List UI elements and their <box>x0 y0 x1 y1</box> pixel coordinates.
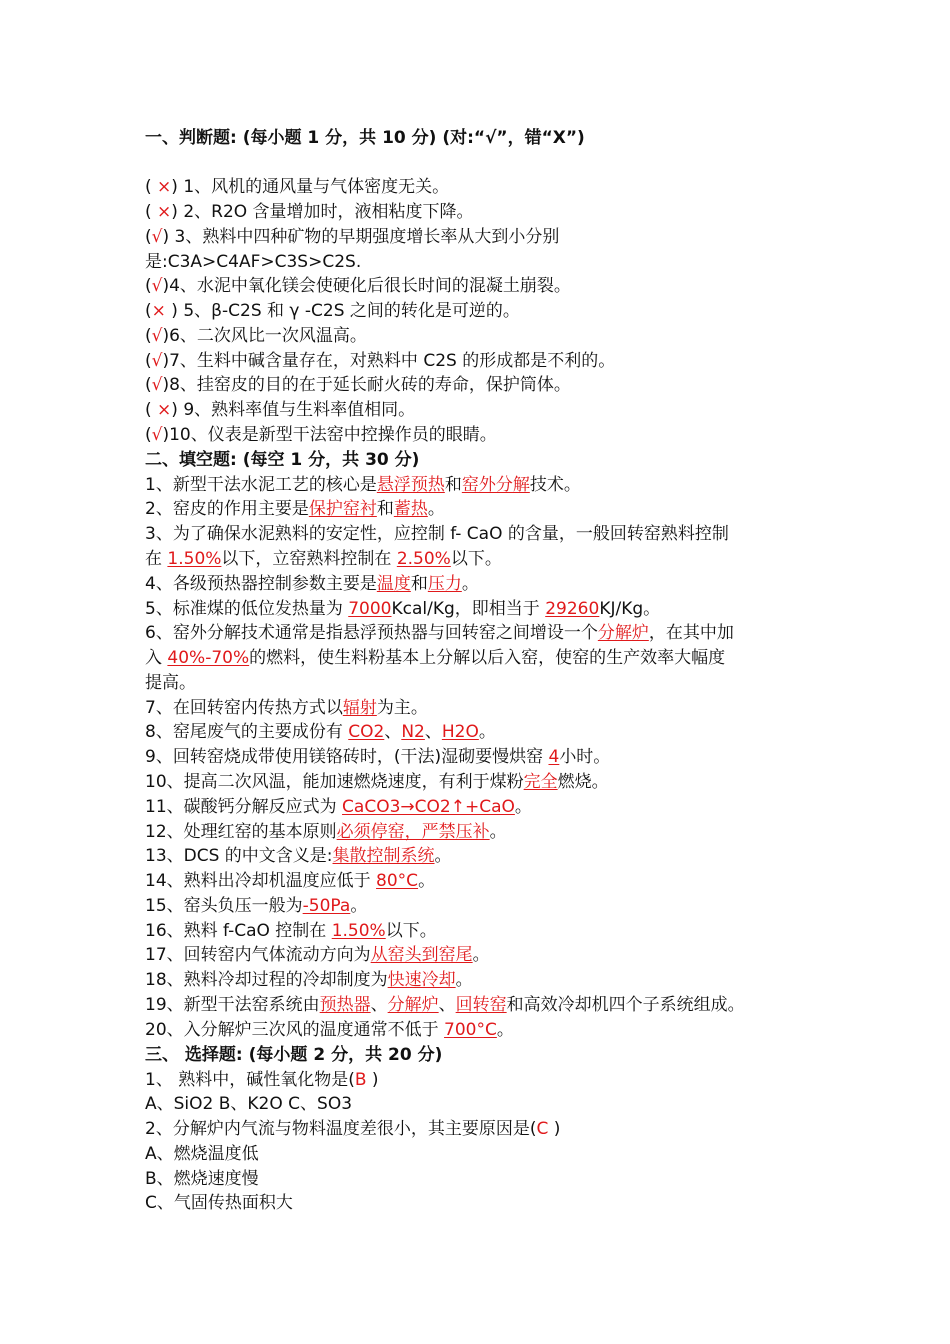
answer: 4 <box>548 747 560 767</box>
choice-q2: 2、分解炉内气流与物料温度差很小，其主要原因是(C ) <box>145 1119 561 1139</box>
choice-q2-option-c: C、气固传热面积大 <box>145 1193 293 1213</box>
answer: -50Pa <box>302 896 351 916</box>
answer: 压力 <box>427 574 462 594</box>
fill-q12: 12、处理红窑的基本原则必须停窑，严禁压补。 <box>145 822 507 842</box>
answer: H2O <box>441 722 479 742</box>
answer: 温度 <box>376 574 411 594</box>
fill-q6-cont: 入 40%-70%的燃料，使生料粉基本上分解以后入窑，使窑的生产效率大幅度 <box>145 648 726 668</box>
answer: 预热器 <box>319 995 371 1015</box>
choice-q1-options: A、SiO2 B、K2O C、SO3 <box>145 1094 353 1114</box>
answer-mark: √ <box>151 375 163 395</box>
answer: C <box>536 1119 549 1139</box>
answer: 2.50% <box>396 549 451 569</box>
fill-q16: 16、熟料 f-CaO 控制在 1.50%以下。 <box>145 921 437 941</box>
choice-q2-option-b: B、燃烧速度慢 <box>145 1169 259 1189</box>
section2-heading: 二、填空题: (每空 1 分，共 30 分) <box>145 450 420 470</box>
fill-q18: 18、熟料冷却过程的冷却制度为快速冷却。 <box>145 970 473 990</box>
fill-q1: 1、新型干法水泥工艺的核心是悬浮预热和窑外分解技术。 <box>145 475 581 495</box>
tf-item-6: (√)6、二次风比一次风温高。 <box>145 326 367 346</box>
answer: CO2 <box>348 722 385 742</box>
fill-q2: 2、窑皮的作用主要是保护窑衬和蓄热。 <box>145 499 445 519</box>
fill-q3-cont: 在 1.50%以下，立窑熟料控制在 2.50%以下。 <box>145 549 502 569</box>
fill-q5: 5、标准煤的低位发热量为 7000Kcal/Kg，即相当于 29260KJ/Kg。 <box>145 599 661 619</box>
answer-mark: √ <box>151 227 163 247</box>
tf-item-3-cont: 是:C3A>C4AF>C3S>C2S. <box>145 252 362 272</box>
answer: 分解炉 <box>387 995 439 1015</box>
fill-q19: 19、新型干法窑系统由预热器、分解炉、回转窑和高效冷却机四个子系统组成。 <box>145 995 745 1015</box>
fill-q6-cont2: 提高。 <box>145 673 196 693</box>
fill-q11: 11、碳酸钙分解反应式为 CaCO3→CO2↑+CaO。 <box>145 797 532 817</box>
answer: 1.50% <box>167 549 222 569</box>
answer: 完全 <box>523 772 558 792</box>
fill-q17: 17、回转窑内气体流动方向为从窑头到窑尾。 <box>145 945 490 965</box>
answer: 分解炉 <box>597 623 649 643</box>
tf-item-10: (√)10、仪表是新型干法窑中控操作员的眼睛。 <box>145 425 497 445</box>
answer-mark: × <box>157 177 172 197</box>
answer: 保护窑衬 <box>308 499 377 519</box>
answer-mark: × <box>157 400 172 420</box>
answer: 7000 <box>348 599 392 619</box>
answer: B <box>354 1070 367 1090</box>
fill-q9: 9、回转窑烧成带使用镁铬砖时，(干法)湿砌要慢烘窑 4小时。 <box>145 747 611 767</box>
answer: 快速冷却 <box>387 970 456 990</box>
answer-mark: × <box>151 301 166 321</box>
fill-q4: 4、各级预热器控制参数主要是温度和压力。 <box>145 574 479 594</box>
section1-heading: 一、判断题: (每小题 1 分，共 10 分) (对:“√”，错“X”) <box>145 128 585 148</box>
answer: 悬浮预热 <box>376 475 445 495</box>
fill-q14: 14、熟料出冷却机温度应低于 80°C。 <box>145 871 436 891</box>
answer: 29260 <box>545 599 600 619</box>
tf-item-8: (√)8、挂窑皮的目的在于延长耐火砖的寿命，保护筒体。 <box>145 375 571 395</box>
answer: 窑外分解 <box>461 475 530 495</box>
answer: CaCO3→CO2↑+CaO <box>342 797 515 817</box>
tf-item-1: ( ×) 1、风机的通风量与气体密度无关。 <box>145 177 450 197</box>
fill-q6: 6、窑外分解技术通常是指悬浮预热器与回转窑之间增设一个分解炉，在其中加 <box>145 623 734 643</box>
answer: 必须停窑，严禁压补 <box>336 822 490 842</box>
fill-q15: 15、窑头负压一般为-50Pa。 <box>145 896 368 916</box>
answer-mark: √ <box>151 351 163 371</box>
answer: 1.50% <box>331 921 386 941</box>
answer-mark: √ <box>151 326 163 346</box>
tf-item-5: (× ) 5、β-C2S 和 γ -C2S 之间的转化是可逆的。 <box>145 301 520 321</box>
answer-mark: × <box>157 202 172 222</box>
answer: 从窑头到窑尾 <box>370 945 473 965</box>
answer: 40%-70% <box>167 648 250 668</box>
fill-q10: 10、提高二次风温，能加速燃烧速度，有利于煤粉完全燃烧。 <box>145 772 609 792</box>
answer: 蓄热 <box>393 499 428 519</box>
fill-q7: 7、在回转窑内传热方式以辐射为主。 <box>145 698 428 718</box>
answer-mark: √ <box>151 276 163 296</box>
tf-item-4: (√)4、水泥中氧化镁会使硬化后很长时间的混凝土崩裂。 <box>145 276 571 296</box>
fill-q20: 20、入分解炉三次风的温度通常不低于 700°C。 <box>145 1020 514 1040</box>
tf-item-2: ( ×) 2、R2O 含量增加时，液相粘度下降。 <box>145 202 474 222</box>
choice-q2-option-a: A、燃烧温度低 <box>145 1144 259 1164</box>
answer: 回转窑 <box>455 995 507 1015</box>
tf-item-3: (√) 3、熟料中四种矿物的早期强度增长率从大到小分别 <box>145 227 560 247</box>
answer: 80°C <box>376 871 419 891</box>
tf-item-7: (√)7、生料中碱含量存在，对熟料中 C2S 的形成都是不利的。 <box>145 351 616 371</box>
choice-q1: 1、 熟料中，碱性氧化物是(B ) <box>145 1070 379 1090</box>
tf-item-9: ( ×) 9、熟料率值与生料率值相同。 <box>145 400 416 420</box>
answer: 700°C <box>444 1020 497 1040</box>
answer-mark: √ <box>151 425 163 445</box>
answer: N2 <box>401 722 425 742</box>
answer: 辐射 <box>342 698 377 718</box>
section3-heading: 三、 选择题: (每小题 2 分，共 20 分) <box>145 1045 443 1065</box>
fill-q3: 3、为了确保水泥熟料的安定性，应控制 f- CaO 的含量，一般回转窑熟料控制 <box>145 524 729 544</box>
answer: 集散控制系统 <box>332 846 435 866</box>
fill-q8: 8、窑尾废气的主要成份有 CO2、N2、H2O。 <box>145 722 496 742</box>
fill-q13: 13、DCS 的中文含义是:集散控制系统。 <box>145 846 452 866</box>
